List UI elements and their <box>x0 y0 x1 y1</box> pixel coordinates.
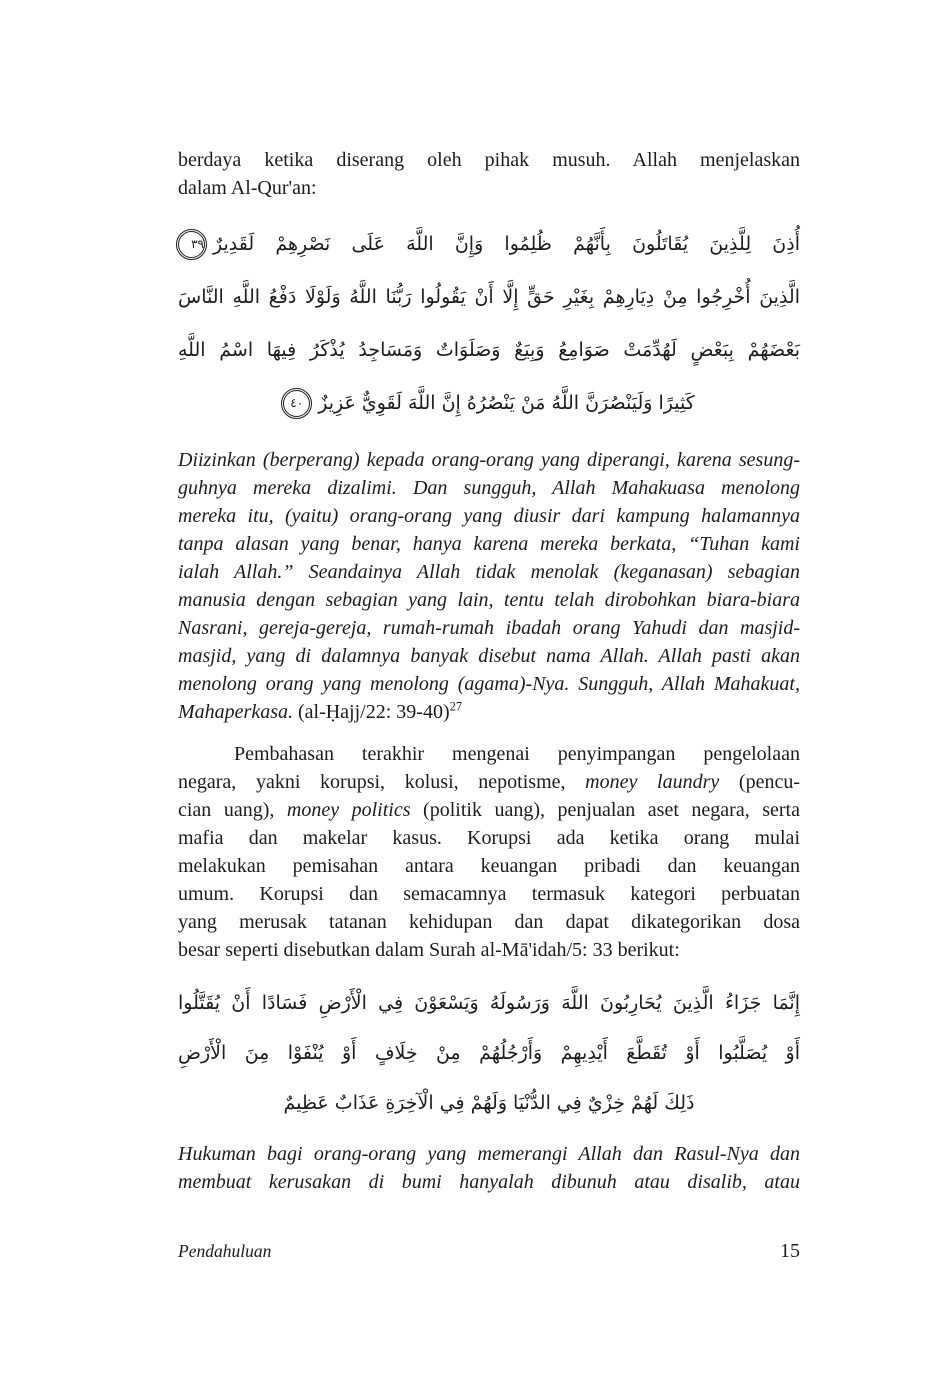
translation-almaidah <box>178 1140 800 1196</box>
arabic-line <box>178 377 800 430</box>
text-line <box>178 698 800 726</box>
arabic-text: ذَلِكَ لَهُمْ خِزْيٌ فِي الدُّنْيَا وَلَهُمْ فِي الْآخِرَةِ عَذَابٌ عَظِيمٌ <box>283 1092 695 1114</box>
verse-citation: (al-Ḥajj/22: 39-40) <box>292 701 450 723</box>
arabic-text: كَثِيرًا وَلَيَنْصُرَنَّ اللَّهُ مَنْ يَنْصُرُهُ إِنَّ اللَّهَ لَقَوِيٌّ عَزِيزٌ <box>318 392 695 414</box>
foreign-term: money laundry <box>585 771 720 793</box>
text-line: tanpa alasan yang benar, hanya karena mereka berkata, “Tuhan kami <box>178 533 800 555</box>
text-segment: cian uang), <box>178 799 287 821</box>
intro-paragraph <box>178 146 800 202</box>
text-line: berdaya ketika diserang oleh pihak musuh. Allah menjelaskan <box>178 149 800 171</box>
arabic-text: بَعْضَهُمْ بِبَعْضٍ لَهُدِّمَتْ صَوَامِعُ وَبِيَعٌ وَصَلَوَاتٌ وَمَسَاجِدُ يُذْكَرُ فِيهَا اسْمُ اللَّهِ <box>178 339 800 361</box>
ayah-39-marker: ٣٩ <box>178 231 205 258</box>
text-line: besar seperti disebutkan dalam Surah al-Mā'idah/5: 33 berikut: <box>178 939 680 961</box>
page-number: 15 <box>780 1240 800 1262</box>
footnote-marker: 27 <box>449 699 463 714</box>
arabic-text: أَوْ يُصَلَّبُوا أَوْ تُقَطَّعَ أَيْدِيهِمْ وَأَرْجُلُهُمْ مِنْ خِلَافٍ أَوْ يُنْفَوْا مِنَ الْأَرْضِ <box>178 1042 800 1064</box>
text-line: dalam Al-Qur'an: <box>178 177 317 199</box>
text-line: mafia dan makelar kasus. Korupsi ada ketika orang mulai <box>178 827 800 849</box>
text-segment: (pencu- <box>719 771 801 793</box>
arabic-line <box>178 271 800 324</box>
text-line: yang merusak tatanan kehidupan dan dapat dikategorikan dosa <box>178 911 800 933</box>
text-line: manusia dengan sebagian yang lain, tentu telah dirobohkan biara-biara <box>178 589 800 611</box>
translation-alhajj <box>178 446 800 726</box>
text-line: membuat kerusakan di bumi hanyalah dibunuh atau disalib, atau <box>178 1171 800 1193</box>
text-line <box>178 796 800 824</box>
text-segment: (politik uang), penjualan aset negara, serta <box>410 799 800 821</box>
quran-verse-alhajj <box>178 218 800 430</box>
text-line: Pembahasan terakhir mengenai penyimpangan pengelolaan <box>234 743 800 765</box>
text-line: masjid, yang di dalamnya banyak disebut nama Allah. Allah pasti akan <box>178 645 800 667</box>
text-line: Hukuman bagi orang-orang yang memerangi Allah dan Rasul-Nya dan <box>178 1143 800 1165</box>
arabic-line <box>178 1028 800 1078</box>
arabic-text: إِنَّمَا جَزَاءُ الَّذِينَ يُحَارِبُونَ اللَّهَ وَرَسُولَهُ وَيَسْعَوْنَ فِي الْأَرْضِ فَسَادًا أَنْ يُقَتَّلُوا <box>178 992 800 1014</box>
foreign-term: money politics <box>286 799 411 821</box>
arabic-text: الَّذِينَ أُخْرِجُوا مِنْ دِيَارِهِمْ بِغَيْرِ حَقٍّ إِلَّا أَنْ يَقُولُوا رَبُّنَا اللَّهُ وَلَوْلَا دَفْعُ اللَّهِ النَّاسَ <box>178 286 800 308</box>
arabic-line <box>178 1078 800 1128</box>
ayah-40-marker: ٤٠ <box>283 390 310 417</box>
text-line: melakukan pemisahan antara keuangan pribadi dan keuangan <box>178 855 800 877</box>
text-line: mereka itu, (yaitu) orang-orang yang diusir dari kampung halamannya <box>178 505 800 527</box>
arabic-line <box>178 218 800 271</box>
page-footer <box>178 1240 800 1263</box>
text-line: guhnya mereka dizalimi. Dan sungguh, Allah Mahakuasa menolong <box>178 477 800 499</box>
arabic-line <box>178 978 800 1028</box>
discussion-paragraph <box>178 740 800 964</box>
text-line: umum. Korupsi dan semacamnya termasuk kategori perbuatan <box>178 883 800 905</box>
text-line: Nasrani, gereja-gereja, rumah-rumah ibadah orang Yahudi dan masjid- <box>178 617 800 639</box>
text-line: ialah Allah.” Seandainya Allah tidak menolak (keganasan) sebagian <box>178 561 800 583</box>
quran-verse-almaidah <box>178 978 800 1128</box>
text-line <box>178 768 800 796</box>
text-line: Diizinkan (berperang) kepada orang-orang yang diperangi, karena sesung- <box>178 449 800 471</box>
running-title: Pendahuluan <box>178 1241 272 1261</box>
text-segment: negara, yakni korupsi, kolusi, nepotisme, <box>178 771 586 793</box>
translation-tail: Mahaperkasa. <box>178 701 293 723</box>
text-line: menolong orang yang menolong (agama)-Nya. Sungguh, Allah Mahakuat, <box>178 673 800 695</box>
arabic-text: أُذِنَ لِلَّذِينَ يُقَاتَلُونَ بِأَنَّهُمْ ظُلِمُوا وَإِنَّ اللَّهَ عَلَى نَصْرِهِمْ لَقَدِيرٌ <box>213 233 800 255</box>
arabic-line <box>178 324 800 377</box>
